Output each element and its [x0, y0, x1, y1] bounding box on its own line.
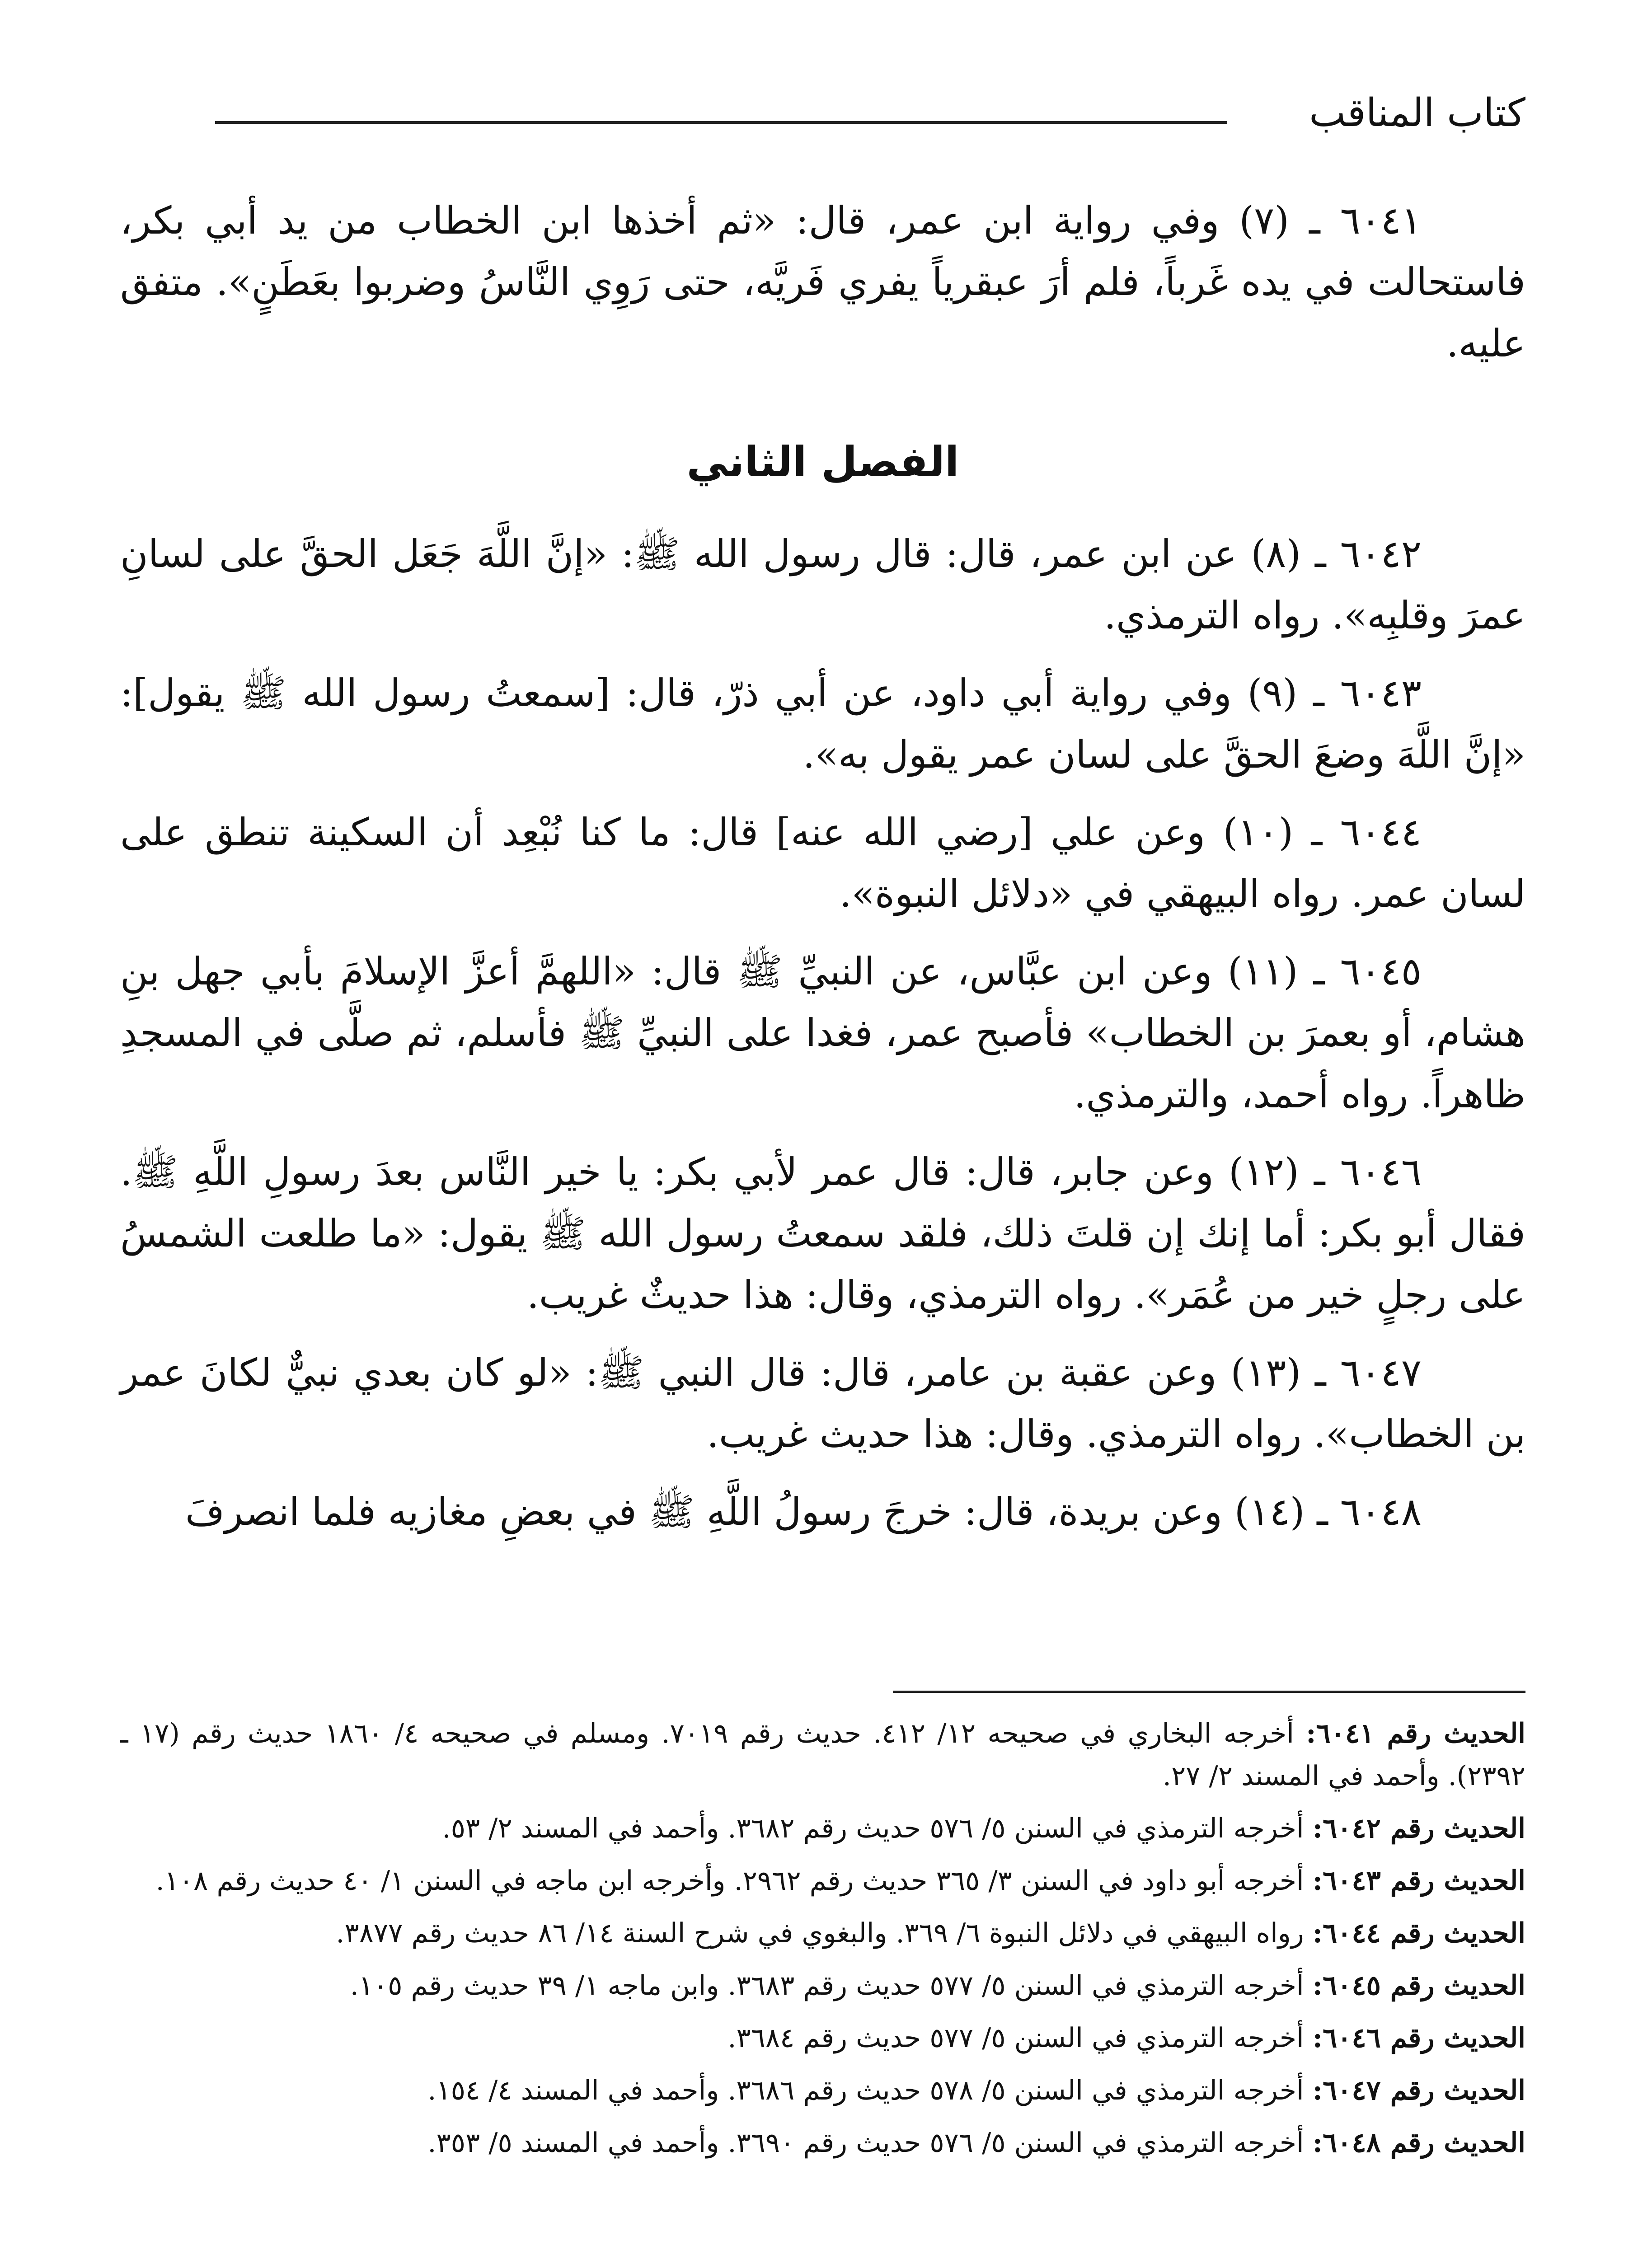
hadith-text: عن ابن عمر، قال: قال رسول الله ﷺ: «إنَّ اللَّهَ جَعَل الحقَّ على لسانِ عمرَ وقلبِه». رواه الترمذي. — [120, 532, 1525, 637]
footnote-text: أخرجه أبو داود في السنن ٣/ ٣٦٥ حديث رقم ٢٩٦٢. وأخرجه ابن ماجه في السنن ١/ ٤٠ حديث رقم ١٠٨. — [155, 1865, 1304, 1897]
hadith-number: ٦٠٤٣ ـ (٩) — [1247, 671, 1422, 715]
footnote-label: الحديث رقم ٦٠٤١: — [1306, 1718, 1526, 1749]
section-title: الفصل الثاني — [686, 438, 959, 486]
hadith-text: وفي رواية أبي داود، عن أبي ذرّ، قال: [سمعتُ رسول الله ﷺ يقول]: «إنَّ اللَّهَ وضعَ الحقَّ على لسان عمر يقول به». — [120, 671, 1525, 777]
running-title: كتاب المناقب — [1309, 90, 1525, 136]
hadith-paragraph — [120, 1481, 1525, 1542]
hadith-paragraph — [120, 941, 1525, 1125]
hadith-text: وعن علي [رضي الله عنه] قال: ما كنا نُبْعِد أن السكينة تنطق على لسان عمر. رواه البيهقي في «دلائل النبوة». — [120, 810, 1525, 916]
hadith-number: ٦٠٤١ ـ (٧) — [1239, 198, 1422, 243]
footnote — [120, 2069, 1525, 2112]
hadith-text: وعن جابر، قال: قال عمر لأبي بكر: يا خير النَّاس بعدَ رسولِ اللَّهِ ﷺ. فقال أبو بكر: أما إنك إن قلتَ ذلك، فلقد سمعتُ رسول الله ﷺ يقول: «ما طلعت الشمسُ على رجلٍ خير من عُمَر». رواه الترمذي، وقال: هذا حديثٌ غريب. — [120, 1150, 1525, 1317]
hadith-paragraph — [120, 801, 1525, 924]
footnote — [120, 1807, 1525, 1850]
hadith-text: وعن بريدة، قال: خرجَ رسولُ اللَّهِ ﷺ في بعضِ مغازيه فلما انصرفَ — [185, 1490, 1223, 1534]
hadith-text: وفي رواية ابن عمر، قال: «ثم أخذها ابن الخطاب من يد أبي بكر، فاستحالت في يده غَرباً، فلم أرَ عبقرياً يفري فَريَّه، حتى رَوِي النَّاسُ وضربوا بعَطَنٍ». متفق عليه. — [120, 198, 1525, 366]
footnote-text: أخرجه الترمذي في السنن ٥/ ٥٧٧ حديث رقم ٣٦٨٣. وابن ماجه ١/ ٣٩ حديث رقم ١٠٥. — [350, 1970, 1304, 2001]
hadith-number: ٦٠٤٧ ـ (١٣) — [1230, 1350, 1422, 1395]
footnote — [120, 2017, 1525, 2059]
hadith-paragraph — [120, 1342, 1525, 1465]
hadith-number: ٦٠٤٤ ـ (١٠) — [1223, 810, 1422, 854]
running-header — [120, 86, 1525, 149]
footnote — [120, 1860, 1525, 1902]
footnote-text: أخرجه الترمذي في السنن ٥/ ٥٧٦ حديث رقم ٣٦٩٠. وأحمد في المسند ٥/ ٣٥٣. — [427, 2127, 1304, 2159]
hadith-number: ٦٠٤٥ ـ (١١) — [1227, 949, 1422, 994]
hadith-number: ٦٠٤٦ ـ (١٢) — [1228, 1150, 1422, 1194]
main-text — [120, 190, 1525, 1559]
hadith-paragraph — [120, 1141, 1525, 1326]
hadith-number: ٦٠٤٨ ـ (١٤) — [1234, 1490, 1422, 1534]
hadith-number: ٦٠٤٢ ـ (٨) — [1251, 532, 1422, 576]
footnote — [120, 1964, 1525, 2007]
footnote-label: الحديث رقم ٦٠٤٦: — [1312, 2022, 1525, 2054]
footnotes — [120, 1712, 1525, 2174]
footnote-rule — [893, 1691, 1525, 1693]
footnote-label: الحديث رقم ٦٠٤٤: — [1312, 1917, 1525, 1949]
footnote-text: أخرجه الترمذي في السنن ٥/ ٥٧٨ حديث رقم ٣٦٨٦. وأحمد في المسند ٤/ ١٥٤. — [427, 2075, 1304, 2106]
footnote-label: الحديث رقم ٦٠٤٨: — [1312, 2127, 1525, 2159]
footnote-text: أخرجه الترمذي في السنن ٥/ ٥٧٧ حديث رقم ٣٦٨٤. — [727, 2022, 1304, 2054]
hadith-paragraph — [120, 523, 1525, 646]
header-rule — [215, 121, 1227, 124]
footnote-text: أخرجه الترمذي في السنن ٥/ ٥٧٦ حديث رقم ٣٦٨٢. وأحمد في المسند ٢/ ٥٣. — [442, 1813, 1304, 1844]
footnote — [120, 2122, 1525, 2164]
footnote — [120, 1712, 1525, 1797]
hadith-text: وعن عقبة بن عامر، قال: قال النبي ﷺ: «لو كان بعدي نبيٌّ لكانَ عمر بن الخطاب». رواه الترمذي. وقال: هذا حديث غريب. — [120, 1350, 1525, 1456]
footnote-text: أخرجه البخاري في صحيحه ١٢/ ٤١٢. حديث رقم ٧٠١٩. ومسلم في صحيحه ٤/ ١٨٦٠ حديث رقم (١٧ ـ ٢٣٩٢). وأحمد في المسند ٢/ ٢٧. — [120, 1718, 1525, 1792]
hadith-paragraph — [120, 190, 1525, 374]
footnote-label: الحديث رقم ٦٠٤٣: — [1312, 1865, 1525, 1897]
footnote-label: الحديث رقم ٦٠٤٧: — [1312, 2075, 1525, 2106]
footnote-text: رواه البيهقي في دلائل النبوة ٦/ ٣٦٩. والبغوي في شرح السنة ١٤/ ٨٦ حديث رقم ٣٨٧٧. — [336, 1917, 1304, 1949]
footnote — [120, 1912, 1525, 1954]
footnote-label: الحديث رقم ٦٠٤٢: — [1312, 1813, 1525, 1844]
hadith-paragraph — [120, 662, 1525, 785]
hadith-text: وعن ابن عبَّاس، عن النبيِّ ﷺ قال: «اللهمَّ أعزَّ الإسلامَ بأبي جهل بنِ هشام، أو بعمرَ بن الخطاب» فأصبح عمر، فغدا على النبيِّ ﷺ فأسلم، ثم صلَّى في المسجدِ ظاهراً. رواه أحمد، والترمذي. — [120, 949, 1525, 1116]
footnote-label: الحديث رقم ٦٠٤٥: — [1312, 1970, 1525, 2001]
